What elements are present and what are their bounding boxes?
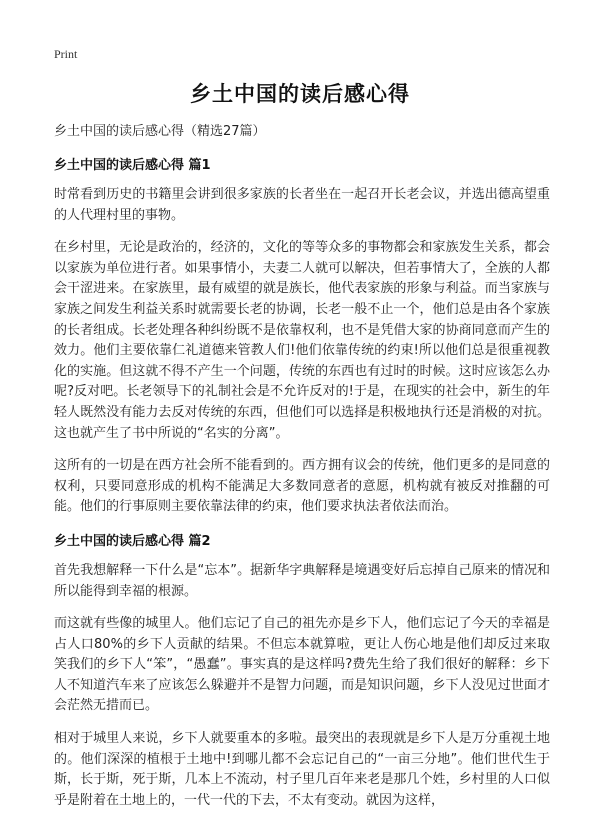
section-1-paragraph-1: 时常看到历史的书籍里会讲到很多家族的长者坐在一起召开长老会议，并选出德高望重的人代理村里的事物。 bbox=[54, 187, 550, 223]
section-heading-1: 乡土中国的读后感心得 篇1 bbox=[54, 158, 211, 173]
section-1-paragraph-3: 这所有的一切是在西方社会所不能看到的。西方拥有议会的传统，他们更多的是同意的权利，只要同意形成的机构不能满足大多数同意者的意愿，机构就有被反对推翻的可能。他们的行事原则主要依靠法律的约束，他们要求执法者依法而治。 bbox=[54, 458, 550, 515]
document-body bbox=[54, 120, 550, 823]
section-2-paragraph-3: 相对于城里人来说，乡下人就要重本的多啦。最突出的表现就是乡下人是万分重视土地的。他们深深的植根于土地中!到哪儿都不会忘记自己的“一亩三分地”。他们世代生于斯，长于斯，死于斯，几本上不流动，村子里几百年来老是那几个姓，乡村里的人口似乎是附着在土地上的，一代一代的下去，不太有变动。就因为这样， bbox=[54, 731, 550, 808]
section-2-paragraph-2: 而这就有些像的城里人。他们忘记了自己的祖先亦是乡下人，他们忘记了今天的幸福是占人口80%的乡下人贡献的结果。不但忘本就算啦，更让人伤心地是他们却反过来取笑我们的乡下人“笨”，“愚蠢”。事实真的是这样吗?费先生给了我们很好的解释：乡下人不知道汽车来了应该怎么躲避并不是智力问题，而是知识问题，乡下人没见过世面才会茫然无措而已。 bbox=[54, 616, 550, 714]
page-title: 乡土中国的读后感心得 bbox=[190, 82, 410, 106]
print-label: Print bbox=[54, 47, 78, 61]
section-1-paragraph-2: 在乡村里，无论是政治的，经济的，文化的等等众多的事物都会和家族发生关系，都会以家族为单位进行者。如果事情小，夫妻二人就可以解决，但若事情大了，全族的人都会干涩进来。在家族里，最有威望的就是族长，他代表家族的形象与利益。而当家族与家族之间发生利益关系时就需要长老的协调，长老一般不止一个，他们总是由各个家族的长者组成。长老处理各种纠纷既不是依靠权利，也不是凭借大家的协商同意而产生的效力。他们主要依靠仁礼道德来管教人们!他们依靠传统的约束!所以他们总是很重视教化的实施。但这就不得不产生一个问题，传统的东西也有过时的时候。这时应该怎么办呢?反对吧。长老领导下的礼制社会是不允许反对的!于是，在现实的社会中，新生的年轻人既然没有能力去反对传统的东西，但他们可以选择是积极地执行还是消极的对抗。这也就产生了书中所说的“名实的分离”。 bbox=[54, 240, 550, 441]
section-2-paragraph-1: 首先我想解释一下什么是“忘本”。据新华字典解释是境遇变好后忘掉自己原来的情况和所以能得到幸福的根源。 bbox=[54, 562, 550, 599]
document-subtitle: 乡土中国的读后感心得（精选27篇） bbox=[54, 124, 266, 139]
section-heading-2: 乡土中国的读后感心得 篇2 bbox=[54, 533, 211, 549]
